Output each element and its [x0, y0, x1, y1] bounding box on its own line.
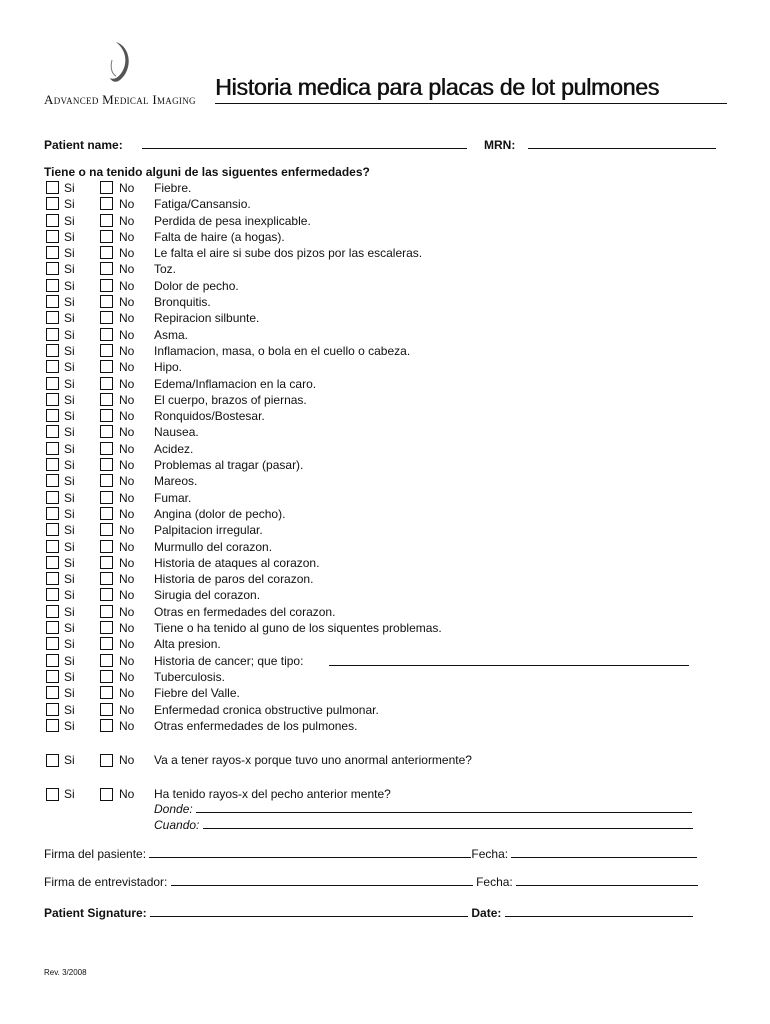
no-checkbox[interactable] — [100, 328, 113, 341]
no-checkbox[interactable] — [100, 670, 113, 683]
xray-abnormal-question: Va a tener rayos-x porque tuvo uno anormal anteriormente? — [154, 753, 472, 767]
xray-abnormal-si-checkbox[interactable] — [46, 754, 59, 767]
si-label: Si — [64, 425, 75, 440]
condition-label: Alta presion. — [154, 637, 221, 652]
no-checkbox[interactable] — [100, 393, 113, 406]
no-label: No — [119, 702, 135, 717]
no-checkbox[interactable] — [100, 507, 113, 520]
xray-previous-no-checkbox[interactable] — [100, 788, 113, 801]
no-checkbox[interactable] — [100, 637, 113, 650]
condition-label: Tiene o ha tenido al guno de los siquentes problemas. — [154, 621, 442, 636]
patient-signature-blank[interactable] — [150, 906, 468, 917]
condition-label: Toz. — [154, 262, 177, 277]
si-checkbox[interactable] — [46, 246, 59, 259]
si-label: Si — [64, 213, 75, 228]
si-label: Si — [64, 278, 75, 293]
si-checkbox[interactable] — [46, 719, 59, 732]
no-label: No — [119, 621, 135, 636]
si-label: Si — [64, 490, 75, 505]
no-checkbox[interactable] — [100, 556, 113, 569]
si-checkbox[interactable] — [46, 523, 59, 536]
si-checkbox[interactable] — [46, 425, 59, 438]
si-checkbox[interactable] — [46, 637, 59, 650]
donde-blank[interactable] — [196, 802, 692, 813]
si-label: Si — [64, 327, 75, 342]
donde-row — [154, 802, 692, 816]
si-label: Si — [64, 653, 75, 668]
xray-previous-question: Ha tenido rayos-x del pecho anterior mente? — [154, 787, 391, 801]
no-label: No — [119, 523, 135, 538]
no-label: No — [119, 653, 135, 668]
patient-name-blank[interactable] — [142, 138, 467, 149]
si-label: Si — [64, 295, 75, 310]
no-label: No — [119, 604, 135, 619]
conditions-question: Tiene o na tenido alguni de las siguentes enfermedades? — [44, 165, 370, 179]
donde-label: Donde: — [154, 802, 193, 816]
fecha-label: Fecha: — [476, 875, 513, 889]
no-checkbox[interactable] — [100, 703, 113, 716]
date-blank[interactable] — [505, 906, 693, 917]
condition-label: Fumar. — [154, 490, 192, 505]
no-label: No — [119, 506, 135, 521]
no-checkbox[interactable] — [100, 523, 113, 536]
si-label: Si — [64, 604, 75, 619]
si-checkbox[interactable] — [46, 474, 59, 487]
no-label: No — [119, 441, 135, 456]
no-label: No — [119, 278, 135, 293]
si-label: Si — [64, 376, 75, 391]
no-label: No — [119, 787, 135, 801]
si-label: Si — [64, 555, 75, 570]
condition-label: Ronquidos/Bostesar. — [154, 409, 265, 424]
si-checkbox[interactable] — [46, 654, 59, 667]
condition-label: Acidez. — [154, 441, 194, 456]
si-label: Si — [64, 506, 75, 521]
si-checkbox[interactable] — [46, 458, 59, 471]
no-label: No — [119, 539, 135, 554]
patient-signature-label: Patient Signature: — [44, 906, 147, 920]
si-checkbox[interactable] — [46, 230, 59, 243]
si-label: Si — [64, 343, 75, 358]
cuando-label: Cuando: — [154, 818, 200, 832]
no-checkbox[interactable] — [100, 409, 113, 422]
patient-name-field[interactable] — [142, 138, 467, 152]
no-label: No — [119, 392, 135, 407]
condition-label: Enfermedad cronica obstructive pulmonar. — [154, 702, 379, 717]
si-label: Si — [64, 392, 75, 407]
interviewer-label: Firma de entrevistador: — [44, 875, 168, 889]
no-checkbox[interactable] — [100, 474, 113, 487]
no-label: No — [119, 376, 135, 391]
no-checkbox[interactable] — [100, 181, 113, 194]
no-checkbox[interactable] — [100, 344, 113, 357]
no-label: No — [119, 753, 135, 767]
xray-previous-row — [44, 787, 744, 803]
condition-label: Bronquitis. — [154, 295, 211, 310]
no-checkbox[interactable] — [100, 442, 113, 455]
condition-label: Hipo. — [154, 360, 183, 375]
no-label: No — [119, 718, 135, 733]
si-label: Si — [64, 588, 75, 603]
no-checkbox[interactable] — [100, 377, 113, 390]
mrn-label: MRN: — [484, 138, 516, 152]
condition-label: Fiebre del Valle. — [154, 686, 240, 701]
condition-label: Historia de ataques al corazon. — [154, 555, 320, 570]
si-checkbox[interactable] — [46, 442, 59, 455]
si-label: Si — [64, 458, 75, 473]
si-label: Si — [64, 669, 75, 684]
no-label: No — [119, 409, 135, 424]
no-checkbox[interactable] — [100, 360, 113, 373]
patient-firma-blank[interactable] — [149, 847, 471, 858]
condition-label: Dolor de pecho. — [154, 278, 239, 293]
condition-label: Otras enfermedades de los pulmones. — [154, 718, 358, 733]
no-checkbox[interactable] — [100, 262, 113, 275]
condition-label: Murmullo del corazon. — [154, 539, 273, 554]
no-label: No — [119, 458, 135, 473]
condition-label: Asma. — [154, 327, 189, 342]
condition-label: Sirugia del corazon. — [154, 588, 261, 603]
condition-label: Perdida de pesa inexplicable. — [154, 213, 311, 228]
si-checkbox[interactable] — [46, 214, 59, 227]
condition-label: Repiracion silbunte. — [154, 311, 260, 326]
interviewer-fecha-blank[interactable] — [516, 875, 698, 886]
si-label: Si — [64, 702, 75, 717]
si-label: Si — [64, 523, 75, 538]
si-label: Si — [64, 637, 75, 652]
si-checkbox[interactable] — [46, 311, 59, 324]
condition-label: Angina (dolor de pecho). — [154, 506, 286, 521]
si-checkbox[interactable] — [46, 360, 59, 373]
no-label: No — [119, 686, 135, 701]
page-title: Historia medica para placas de lot pulmones — [215, 74, 727, 104]
si-label: Si — [64, 753, 75, 767]
si-checkbox[interactable] — [46, 556, 59, 569]
patient-signature-row — [44, 906, 693, 920]
patient-firma-label: Firma del pasiente: — [44, 847, 147, 861]
cancer-type-blank[interactable] — [329, 655, 689, 666]
no-label: No — [119, 572, 135, 587]
no-label: No — [119, 343, 135, 358]
no-checkbox[interactable] — [100, 572, 113, 585]
xray-abnormal-row — [44, 753, 744, 769]
si-label: Si — [64, 621, 75, 636]
no-label: No — [119, 262, 135, 277]
no-checkbox[interactable] — [100, 719, 113, 732]
si-checkbox[interactable] — [46, 377, 59, 390]
si-checkbox[interactable] — [46, 393, 59, 406]
no-label: No — [119, 229, 135, 244]
no-label: No — [119, 246, 135, 261]
si-label: Si — [64, 181, 75, 195]
no-checkbox[interactable] — [100, 540, 113, 553]
no-checkbox[interactable] — [100, 686, 113, 699]
si-label: Si — [64, 539, 75, 554]
condition-label: Tuberculosis. — [154, 669, 225, 684]
no-label: No — [119, 474, 135, 489]
si-label: Si — [64, 360, 75, 375]
si-checkbox[interactable] — [46, 181, 59, 194]
no-label: No — [119, 360, 135, 375]
si-label: Si — [64, 409, 75, 424]
patient-name-row — [44, 138, 123, 152]
si-checkbox[interactable] — [46, 279, 59, 292]
no-checkbox[interactable] — [100, 458, 113, 471]
condition-label: Nausea. — [154, 425, 199, 440]
no-checkbox[interactable] — [100, 311, 113, 324]
condition-label: Edema/Inflamacion en la caro. — [154, 376, 317, 391]
no-checkbox[interactable] — [100, 246, 113, 259]
si-label: Si — [64, 246, 75, 261]
no-label: No — [119, 637, 135, 652]
cuando-blank[interactable] — [203, 818, 693, 829]
si-label: Si — [64, 572, 75, 587]
si-label: Si — [64, 262, 75, 277]
revision-note: Rev. 3/2008 — [44, 968, 87, 977]
logo-swirl-icon — [106, 40, 136, 86]
si-label: Si — [64, 229, 75, 244]
si-checkbox[interactable] — [46, 507, 59, 520]
no-checkbox[interactable] — [100, 425, 113, 438]
si-checkbox[interactable] — [46, 621, 59, 634]
interviewer-blank[interactable] — [171, 875, 473, 886]
si-checkbox[interactable] — [46, 262, 59, 275]
no-checkbox[interactable] — [100, 230, 113, 243]
no-checkbox[interactable] — [100, 214, 113, 227]
no-checkbox[interactable] — [100, 654, 113, 667]
no-label: No — [119, 327, 135, 342]
si-checkbox[interactable] — [46, 540, 59, 553]
si-checkbox[interactable] — [46, 344, 59, 357]
condition-label: Historia de paros del corazon. — [154, 572, 314, 587]
si-checkbox[interactable] — [46, 588, 59, 601]
date-label: Date: — [471, 906, 502, 920]
si-label: Si — [64, 441, 75, 456]
si-checkbox[interactable] — [46, 491, 59, 504]
mrn-field[interactable] — [528, 138, 716, 152]
company-logo — [44, 40, 204, 107]
patient-firma-row — [44, 847, 697, 861]
si-checkbox[interactable] — [46, 670, 59, 683]
si-label: Si — [64, 474, 75, 489]
si-checkbox[interactable] — [46, 409, 59, 422]
no-checkbox[interactable] — [100, 621, 113, 634]
condition-label: Fiebre. — [154, 181, 192, 195]
logo-text: Advanced Medical Imaging — [44, 92, 196, 107]
condition-label: Fatiga/Cansansio. — [154, 197, 251, 212]
condition-label: Historia de cancer; que tipo: — [154, 653, 304, 668]
no-checkbox[interactable] — [100, 295, 113, 308]
no-label: No — [119, 425, 135, 440]
patient-name-label: Patient name: — [44, 138, 123, 152]
xray-previous-si-checkbox[interactable] — [46, 788, 59, 801]
si-label: Si — [64, 787, 75, 801]
condition-label: Le falta el aire si sube dos pizos por las escaleras. — [154, 246, 423, 261]
si-checkbox[interactable] — [46, 328, 59, 341]
cuando-row — [154, 818, 693, 832]
no-checkbox[interactable] — [100, 588, 113, 601]
xray-abnormal-no-checkbox[interactable] — [100, 754, 113, 767]
interviewer-row — [44, 875, 698, 889]
no-label: No — [119, 311, 135, 326]
no-label: No — [119, 213, 135, 228]
si-label: Si — [64, 718, 75, 733]
condition-label: Mareos. — [154, 474, 198, 489]
condition-label: Inflamacion, masa, o bola en el cuello o cabeza. — [154, 343, 411, 358]
si-label: Si — [64, 311, 75, 326]
si-label: Si — [64, 197, 75, 212]
condition-label: Otras en fermedades del corazon. — [154, 604, 336, 619]
no-label: No — [119, 669, 135, 684]
no-checkbox[interactable] — [100, 605, 113, 618]
si-checkbox[interactable] — [46, 703, 59, 716]
condition-label: Problemas al tragar (pasar). — [154, 458, 304, 473]
no-label: No — [119, 181, 135, 195]
no-label: No — [119, 588, 135, 603]
no-label: No — [119, 197, 135, 212]
no-checkbox[interactable] — [100, 197, 113, 210]
si-checkbox[interactable] — [46, 295, 59, 308]
no-label: No — [119, 295, 135, 310]
no-checkbox[interactable] — [100, 491, 113, 504]
condition-label: El cuerpo, brazos of piernas. — [154, 392, 307, 407]
si-checkbox[interactable] — [46, 605, 59, 618]
si-checkbox[interactable] — [46, 197, 59, 210]
fecha-label: Fecha: — [471, 847, 509, 861]
no-checkbox[interactable] — [100, 279, 113, 292]
condition-label: Palpitacion irregular. — [154, 523, 263, 538]
si-checkbox[interactable] — [46, 686, 59, 699]
si-checkbox[interactable] — [46, 572, 59, 585]
no-label: No — [119, 490, 135, 505]
patient-fecha-blank[interactable] — [511, 847, 697, 858]
no-label: No — [119, 555, 135, 570]
si-label: Si — [64, 686, 75, 701]
mrn-blank[interactable] — [528, 138, 716, 149]
condition-label: Falta de haire (a hogas). — [154, 229, 285, 244]
